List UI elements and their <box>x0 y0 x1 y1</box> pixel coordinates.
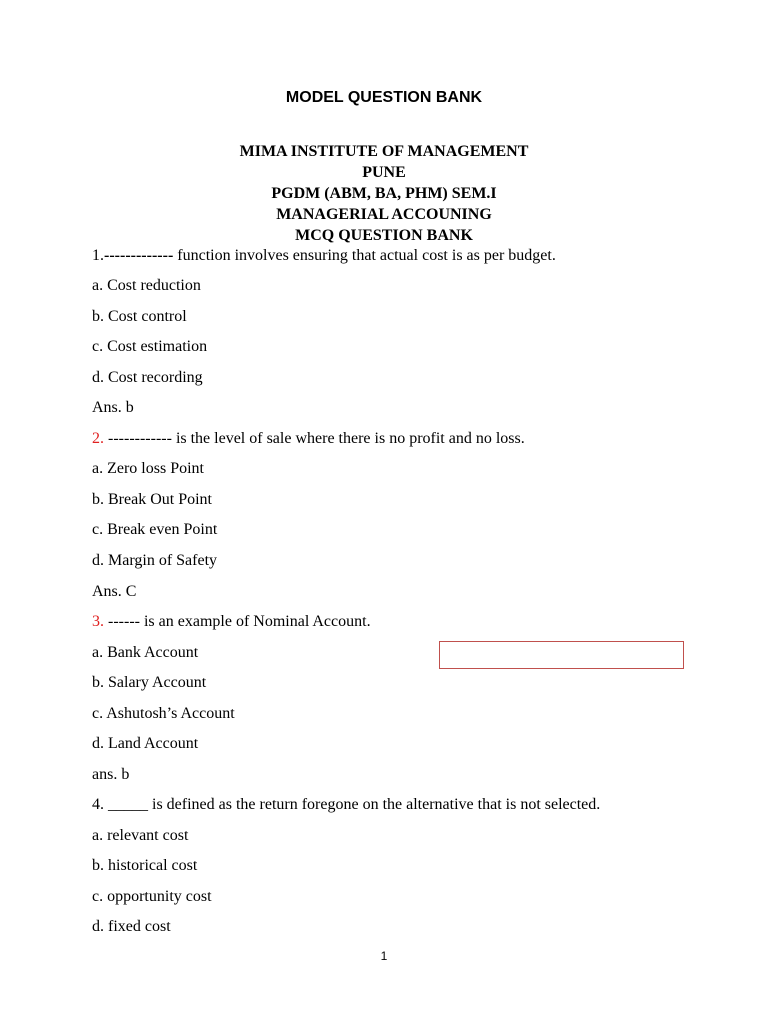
option: b. historical cost <box>92 857 198 874</box>
question-3 <box>92 612 371 632</box>
question-text: is the level of sale where there is no profit and no loss. <box>171 430 525 447</box>
institute-name: MIMA INSTITUTE OF MANAGEMENT <box>239 143 529 160</box>
option: c. Cost estimation <box>92 338 208 355</box>
question-number: 2. <box>92 430 104 447</box>
question-blank: ------------ <box>104 430 172 447</box>
question-2 <box>92 429 525 449</box>
page-number: 1 <box>380 949 388 963</box>
answer: Ans. C <box>92 583 137 600</box>
option: a. Cost reduction <box>92 277 201 294</box>
option: d. Margin of Safety <box>92 552 218 569</box>
option: b. Cost control <box>92 308 187 325</box>
question-blank: ------------- <box>104 247 174 264</box>
option: c. opportunity cost <box>92 888 212 905</box>
option: c. Break even Point <box>92 521 218 538</box>
option: a. Bank Account <box>92 644 199 661</box>
program-name: PGDM (ABM, BA, PHM) SEM.I <box>271 185 497 202</box>
document-title: MODEL QUESTION BANK <box>285 89 483 106</box>
option: b. Salary Account <box>92 674 207 691</box>
question-bank-heading: MCQ QUESTION BANK <box>295 227 473 244</box>
question-number: 4. <box>92 796 104 813</box>
question-blank: ------ <box>104 613 140 630</box>
institute-city: PUNE <box>362 164 406 181</box>
question-text: is defined as the return foregone on the alternative that is not selected. <box>148 796 601 813</box>
question-4 <box>92 795 600 815</box>
question-text: function involves ensuring that actual cost is as per budget. <box>173 247 556 264</box>
question-number: 3. <box>92 613 104 630</box>
empty-annotation-box <box>439 641 684 669</box>
question-number: 1. <box>92 247 104 264</box>
question-blank: _____ <box>104 796 148 813</box>
subject-name: MANAGERIAL ACCOUNING <box>276 206 492 223</box>
answer: ans. b <box>92 766 130 783</box>
option: b. Break Out Point <box>92 491 212 508</box>
option: a. relevant cost <box>92 827 189 844</box>
option: d. Land Account <box>92 735 199 752</box>
option: c. Ashutosh’s Account <box>92 705 235 722</box>
option: a. Zero loss Point <box>92 460 204 477</box>
option: d. Cost recording <box>92 369 203 386</box>
question-1 <box>92 246 556 266</box>
question-text: is an example of Nominal Account. <box>139 613 371 630</box>
option: d. fixed cost <box>92 918 171 935</box>
answer: Ans. b <box>92 399 134 416</box>
